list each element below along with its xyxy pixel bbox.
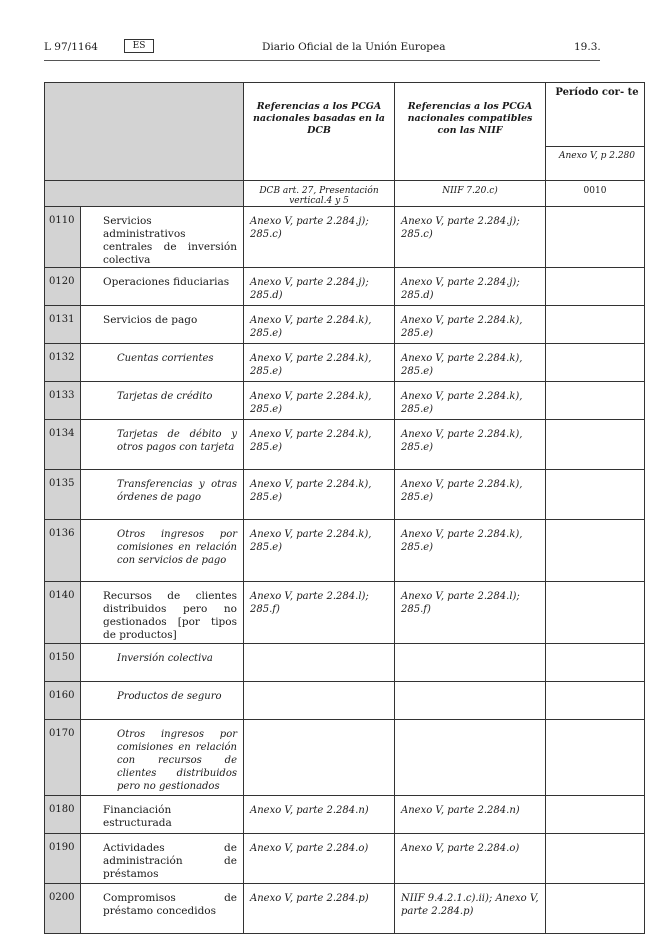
- row-niif-reference: Anexo V, parte 2.284.k), 285.e): [401, 529, 523, 553]
- row-dcb-cell: [244, 682, 395, 720]
- row-code-cell: [45, 520, 81, 582]
- row-period-cell: [546, 796, 645, 834]
- row-niif-cell: [395, 884, 546, 934]
- header-period-ref: Anexo V, p 2.280: [546, 147, 645, 181]
- row-dcb-reference: Anexo V, parte 2.284.k), 285.e): [250, 315, 372, 339]
- row-niif-reference: Anexo V, parte 2.284.j); 285.c): [401, 216, 520, 240]
- table-row: [45, 207, 645, 268]
- row-code-cell: [45, 268, 81, 306]
- row-description-cell: [81, 470, 244, 520]
- row-niif-cell: [395, 207, 546, 268]
- row-period-cell: [546, 834, 645, 884]
- row-description: Productos de seguro: [117, 691, 222, 702]
- language-badge: ES: [124, 39, 154, 53]
- row-description: Recursos de clientes distribuidos pero no gestionados [por tipos de productos]: [103, 590, 237, 641]
- table-row: [45, 834, 645, 884]
- header-divider: [44, 60, 600, 61]
- row-code: 0134: [49, 428, 75, 439]
- row-description: Actividades de administración de préstamos: [103, 842, 237, 880]
- row-code-cell: [45, 382, 81, 420]
- row-niif-reference: Anexo V, parte 2.284.k), 285.e): [401, 429, 523, 453]
- row-description-cell: [81, 344, 244, 382]
- row-dcb-cell: [244, 834, 395, 884]
- row-dcb-reference: Anexo V, parte 2.284.l); 285.f): [250, 591, 369, 615]
- row-niif-reference: [395, 644, 545, 652]
- row-code-cell: [45, 344, 81, 382]
- row-period-cell: [546, 682, 645, 720]
- table-row: [45, 682, 645, 720]
- row-code-cell: [45, 420, 81, 470]
- row-niif-cell: [395, 470, 546, 520]
- ref-blank-cell: [45, 181, 244, 207]
- row-code-cell: [45, 306, 81, 344]
- row-niif-reference: Anexo V, parte 2.284.n): [401, 805, 520, 816]
- row-code: 0135: [49, 478, 75, 489]
- row-niif-reference: Anexo V, parte 2.284.j); 285.d): [401, 277, 520, 301]
- row-description: Otros ingresos por comisiones en relación con servicios de pago: [117, 529, 237, 566]
- header-period: Período cor- te: [546, 83, 645, 147]
- row-dcb-cell: [244, 884, 395, 934]
- row-description-cell: [81, 306, 244, 344]
- row-niif-cell: [395, 720, 546, 796]
- row-description: Compromisos de préstamo concedidos: [103, 892, 237, 917]
- row-description-cell: [81, 796, 244, 834]
- row-code: 0133: [49, 390, 75, 401]
- table-row: [45, 382, 645, 420]
- row-description-cell: [81, 420, 244, 470]
- row-code-cell: [45, 682, 81, 720]
- row-dcb-reference: Anexo V, parte 2.284.o): [250, 843, 369, 854]
- row-code: 0120: [49, 276, 75, 287]
- row-niif-cell: [395, 382, 546, 420]
- row-description-cell: [81, 582, 244, 644]
- row-period-cell: [546, 644, 645, 682]
- row-code-cell: [45, 644, 81, 682]
- publication-date: 19.3.: [574, 41, 601, 53]
- journal-title: Diario Oficial de la Unión Europea: [262, 41, 446, 53]
- row-dcb-cell: [244, 520, 395, 582]
- row-code-cell: [45, 582, 81, 644]
- row-period-cell: [546, 306, 645, 344]
- row-niif-cell: [395, 834, 546, 884]
- row-period-cell: [546, 382, 645, 420]
- ref-dcb: DCB art. 27, Presentación vertical.4 y 5: [244, 181, 395, 207]
- row-niif-reference: Anexo V, parte 2.284.k), 285.e): [401, 353, 523, 377]
- table-row: [45, 306, 645, 344]
- row-dcb-reference: [244, 644, 394, 652]
- row-dcb-reference: [244, 682, 394, 690]
- row-dcb-cell: [244, 796, 395, 834]
- row-niif-reference: Anexo V, parte 2.284.l); 285.f): [401, 591, 520, 615]
- row-niif-cell: [395, 344, 546, 382]
- table-row: [45, 420, 645, 470]
- row-dcb-cell: [244, 382, 395, 420]
- row-niif-reference: Anexo V, parte 2.284.k), 285.e): [401, 479, 523, 503]
- row-code-cell: [45, 470, 81, 520]
- table-row: [45, 344, 645, 382]
- row-niif-cell: [395, 268, 546, 306]
- row-niif-cell: [395, 306, 546, 344]
- row-code-cell: [45, 207, 81, 268]
- table-row: [45, 470, 645, 520]
- table-row: [45, 796, 645, 834]
- row-description-cell: [81, 644, 244, 682]
- row-niif-reference: [395, 720, 545, 728]
- row-niif-cell: [395, 796, 546, 834]
- row-dcb-cell: [244, 306, 395, 344]
- row-description-cell: [81, 268, 244, 306]
- row-niif-reference: Anexo V, parte 2.284.k), 285.e): [401, 391, 523, 415]
- row-niif-cell: [395, 682, 546, 720]
- row-description-cell: [81, 382, 244, 420]
- row-description: Otros ingresos por comisiones en relación con recursos de clientes distribuidos pero no gestionados: [117, 729, 237, 792]
- row-dcb-cell: [244, 720, 395, 796]
- row-description: Financiación estructurada: [103, 804, 172, 829]
- row-niif-reference: Anexo V, parte 2.284.k), 285.e): [401, 315, 523, 339]
- row-code: 0132: [49, 352, 75, 363]
- row-dcb-cell: [244, 207, 395, 268]
- header-niif: Referencias a los PCGA nacionales compatibles con las NIIF: [395, 83, 546, 181]
- table-body: [45, 207, 645, 934]
- row-dcb-cell: [244, 268, 395, 306]
- row-description-cell: [81, 884, 244, 934]
- row-description: Operaciones fiduciarias: [103, 276, 230, 288]
- row-dcb-reference: [244, 720, 394, 728]
- row-dcb-reference: Anexo V, parte 2.284.k), 285.e): [250, 391, 372, 415]
- table-row: [45, 520, 645, 582]
- row-period-cell: [546, 268, 645, 306]
- row-description: Transferencias y otras órdenes de pago: [117, 479, 237, 503]
- row-period-cell: [546, 582, 645, 644]
- row-description-cell: [81, 720, 244, 796]
- row-period-cell: [546, 207, 645, 268]
- row-period-cell: [546, 420, 645, 470]
- row-description: Servicios de pago: [103, 314, 198, 326]
- row-dcb-cell: [244, 470, 395, 520]
- row-code: 0190: [49, 842, 75, 853]
- row-description: Servicios administrativos centrales de inversión colectiva: [103, 215, 237, 266]
- row-period-cell: [546, 344, 645, 382]
- row-code-cell: [45, 796, 81, 834]
- row-description-cell: [81, 207, 244, 268]
- row-code: 0110: [49, 215, 75, 226]
- row-code: 0136: [49, 528, 75, 539]
- row-dcb-reference: Anexo V, parte 2.284.k), 285.e): [250, 353, 372, 377]
- table-row: [45, 268, 645, 306]
- row-dcb-reference: Anexo V, parte 2.284.k), 285.e): [250, 429, 372, 453]
- row-code-cell: [45, 720, 81, 796]
- row-dcb-cell: [244, 582, 395, 644]
- row-description-cell: [81, 520, 244, 582]
- row-dcb-reference: Anexo V, parte 2.284.j); 285.d): [250, 277, 369, 301]
- page-header: [0, 38, 600, 58]
- row-period-cell: [546, 720, 645, 796]
- row-code: 0160: [49, 690, 75, 701]
- table-row: [45, 720, 645, 796]
- ref-niif: NIIF 7.20.c): [395, 181, 546, 207]
- header-blank-cell: [45, 83, 244, 181]
- row-code: 0170: [49, 728, 75, 739]
- row-period-cell: [546, 884, 645, 934]
- row-dcb-cell: [244, 644, 395, 682]
- row-description: Inversión colectiva: [117, 653, 213, 664]
- row-dcb-reference: Anexo V, parte 2.284.k), 285.e): [250, 479, 372, 503]
- header-dcb: Referencias a los PCGA nacionales basadas en la DCB: [244, 83, 395, 181]
- row-niif-reference: [395, 682, 545, 690]
- row-niif-reference: Anexo V, parte 2.284.o): [401, 843, 520, 854]
- row-code-cell: [45, 834, 81, 884]
- row-code: 0131: [49, 314, 75, 325]
- row-code-cell: [45, 884, 81, 934]
- row-niif-cell: [395, 644, 546, 682]
- row-niif-cell: [395, 520, 546, 582]
- row-dcb-reference: Anexo V, parte 2.284.n): [250, 805, 369, 816]
- journal-reference: L 97/1164: [44, 41, 98, 53]
- commission-income-table: [44, 82, 644, 934]
- table-row: [45, 884, 645, 934]
- row-niif-cell: [395, 420, 546, 470]
- row-dcb-cell: [244, 344, 395, 382]
- row-description: Tarjetas de débito y otros pagos con tarjeta: [117, 429, 237, 453]
- row-niif-cell: [395, 582, 546, 644]
- row-description-cell: [81, 834, 244, 884]
- row-code: 0200: [49, 892, 75, 903]
- table-row: [45, 582, 645, 644]
- row-code: 0180: [49, 804, 75, 815]
- table-row: [45, 644, 645, 682]
- row-description-cell: [81, 682, 244, 720]
- row-code: 0140: [49, 590, 75, 601]
- row-description: Cuentas corrientes: [117, 353, 214, 364]
- row-dcb-reference: Anexo V, parte 2.284.k), 285.e): [250, 529, 372, 553]
- row-period-cell: [546, 470, 645, 520]
- row-dcb-cell: [244, 420, 395, 470]
- row-description: Tarjetas de crédito: [117, 391, 213, 402]
- ref-period: 0010: [546, 181, 645, 207]
- row-dcb-reference: Anexo V, parte 2.284.p): [250, 893, 369, 904]
- row-code: 0150: [49, 652, 75, 663]
- row-dcb-reference: Anexo V, parte 2.284.j); 285.c): [250, 216, 369, 240]
- row-period-cell: [546, 520, 645, 582]
- row-niif-reference: NIIF 9.4.2.1.c).ii); Anexo V, parte 2.284.p): [401, 893, 539, 917]
